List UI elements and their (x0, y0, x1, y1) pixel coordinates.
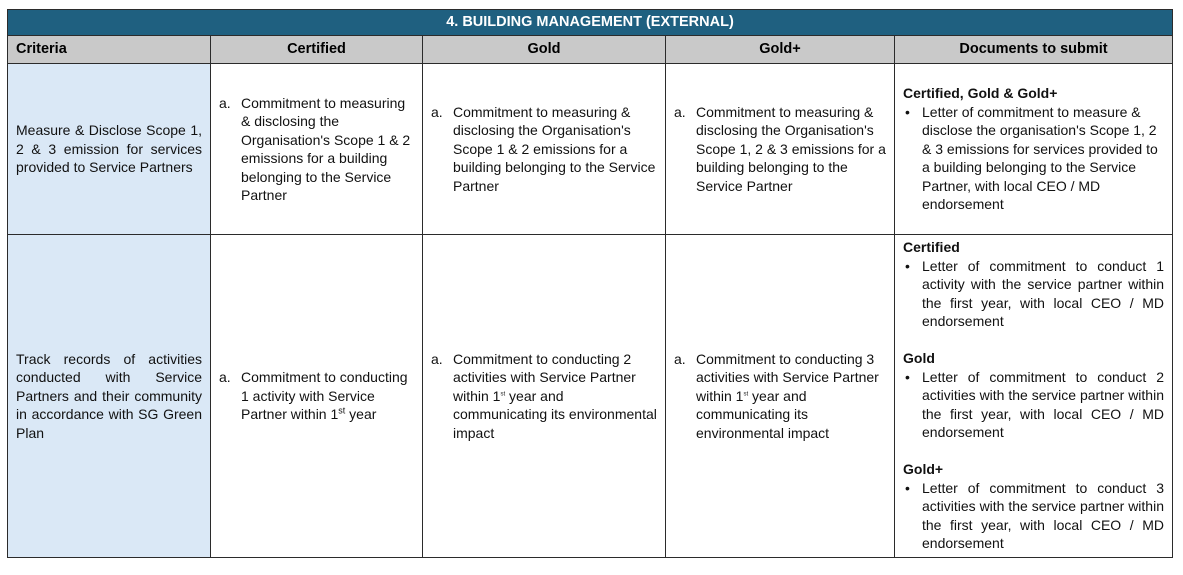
column-header-documents: Documents to submit (895, 36, 1173, 64)
gold-plus-cell (666, 64, 895, 235)
gold-cell (423, 64, 666, 235)
column-header-gold-plus: Gold+ (666, 36, 895, 64)
document-heading: Gold (903, 350, 935, 366)
document-text: Letter of commitment to measure & disclose the organisation's Scope 1, 2 & 3 emissions for services provided to a building belonging to the Service Partner, with local CEO / MD endorsement (922, 103, 1158, 213)
gold-cell (423, 235, 666, 558)
documents-cell (895, 235, 1173, 558)
requirement-text: Commitment to measuring & disclosing the Organisation's Scope 1 & 2 emissions for a building belonging to the Service Partner (453, 103, 656, 194)
requirement-text-start: Commitment to conducting 1 activity with Service Partner within 1 (241, 369, 408, 423)
document-text: Letter of commitment to conduct 3 activities with the service partner within the first year, with local CEO / MD endorsement (922, 479, 1164, 551)
requirement-text (696, 350, 886, 443)
requirement-text (241, 368, 414, 424)
column-header-gold: Gold (423, 36, 666, 64)
requirement-text: Commitment to measuring & disclosing the Organisation's Scope 1, 2 & 3 emissions for a building belonging to the Service Partner (696, 103, 886, 194)
ordinal-suffix: st (500, 391, 506, 398)
table-row (8, 235, 1173, 558)
document-group (903, 238, 1164, 331)
bullet-marker: • (905, 479, 910, 496)
requirement-text-start: Commitment to conducting 2 activities with Service Partner within 1 (453, 350, 636, 404)
bullet-marker: • (905, 257, 910, 274)
column-header-certified: Certified (211, 36, 423, 64)
requirement-text-start: Commitment to conducting 3 activities with Service Partner within 1 (696, 350, 879, 404)
list-marker: a. (431, 350, 443, 367)
document-heading: Certified (903, 239, 960, 255)
document-group (903, 349, 1164, 442)
column-header-criteria: Criteria (8, 36, 211, 64)
requirement-text (453, 350, 657, 443)
document-group (903, 460, 1164, 553)
table-title: 4. BUILDING MANAGEMENT (EXTERNAL) (8, 10, 1173, 36)
criteria-cell: Track records of activities conducted with Service Partners and their community in accordance with SG Green Plan (8, 235, 211, 558)
requirement-text: Commitment to measuring & disclosing the Organisation's Scope 1 & 2 emissions for a building belonging to the Service Partner (241, 94, 411, 203)
document-text: Letter of commitment to conduct 2 activities with the service partner within the first year, with local CEO / MD endorsement (922, 368, 1164, 440)
list-marker: a. (219, 94, 231, 111)
document-heading: Gold+ (903, 461, 944, 477)
requirement-text-end: year and communicating its environmental impact (696, 387, 830, 441)
certified-cell (211, 64, 423, 235)
table-row (8, 64, 1173, 235)
documents-cell (895, 64, 1173, 235)
document-group (903, 84, 1164, 214)
list-marker: a. (219, 369, 231, 386)
document-text: Letter of commitment to conduct 1 activity with the service partner within the first year, with local CEO / MD endorsement (922, 257, 1164, 329)
list-marker: a. (674, 103, 686, 120)
bullet-marker: • (905, 368, 910, 385)
ordinal-suffix: st (743, 391, 749, 398)
requirement-text-end: year (345, 406, 377, 423)
gold-plus-cell (666, 235, 895, 558)
list-marker: a. (431, 103, 443, 120)
criteria-table (7, 9, 1173, 558)
certified-cell (211, 235, 423, 558)
criteria-cell: Measure & Disclose Scope 1, 2 & 3 emission for services provided to Service Partners (8, 64, 211, 235)
list-marker: a. (674, 350, 686, 367)
requirement-text-end: year and communicating its environmental impact (453, 387, 657, 441)
document-heading: Certified, Gold & Gold+ (903, 85, 1058, 102)
bullet-marker: • (905, 103, 910, 120)
ordinal-suffix: st (338, 405, 346, 416)
